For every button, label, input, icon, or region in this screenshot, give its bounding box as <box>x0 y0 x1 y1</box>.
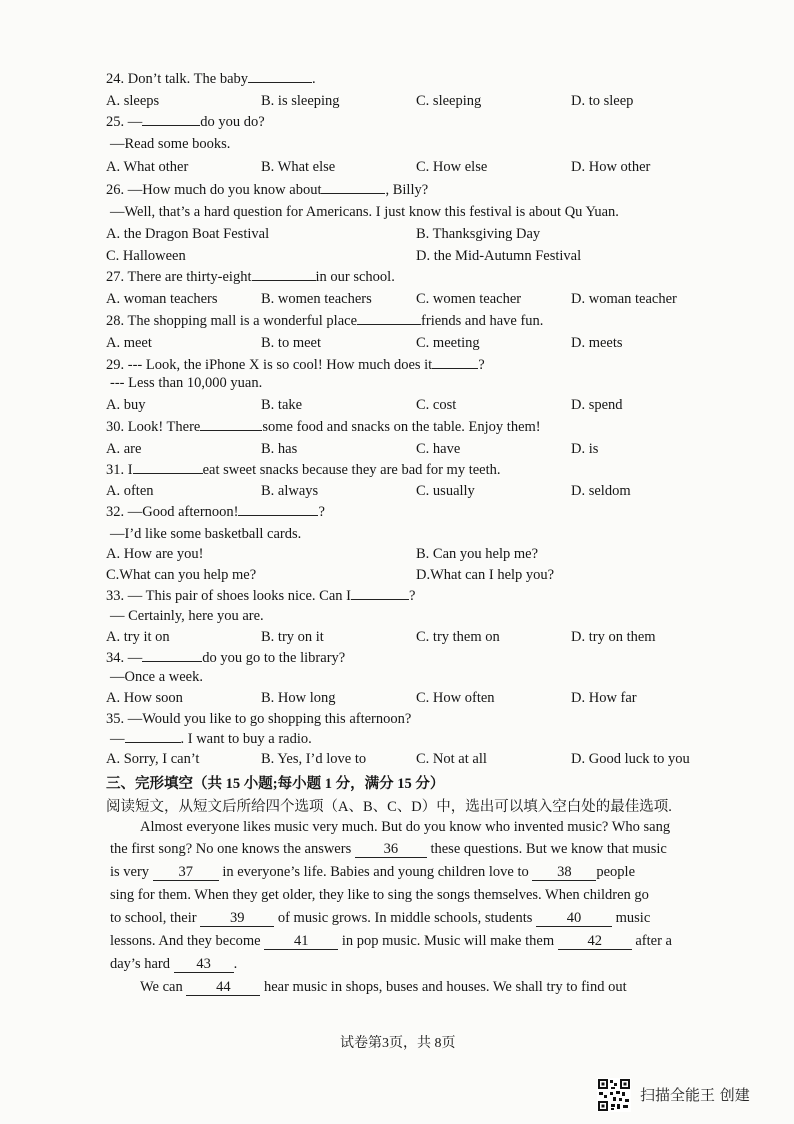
stem-text: —Would you like to go shopping this afternoon? <box>127 711 412 727</box>
stem-text: —How much do you know about <box>127 182 322 198</box>
answer-blank <box>321 181 385 194</box>
passage-text: music <box>612 910 651 926</box>
passage-text: lessons. And they become <box>110 933 265 949</box>
passage-text: hear music in shops, buses and houses. We shall try to find out <box>260 979 627 995</box>
stem-text: There are thirty-eight <box>127 269 252 285</box>
answer-reply: —Well, that’s a hard question for Americans. I just know this festival is about Qu Yuan. <box>110 204 619 220</box>
option-d[interactable]: D. try on them <box>571 629 656 645</box>
stem-text: eat sweet snacks because they are bad for my teeth. <box>202 462 501 478</box>
question-number: 32. <box>106 504 128 520</box>
option-c[interactable]: C. have <box>416 441 461 457</box>
answer-blank <box>142 649 202 662</box>
option-a[interactable]: A. How soon <box>106 690 183 706</box>
stem-text: some food and snacks on the table. Enjoy them! <box>262 419 541 435</box>
stem-text: —Good afternoon! <box>127 504 239 520</box>
question-stem <box>106 356 485 374</box>
answer-blank <box>200 418 262 431</box>
passage-line <box>110 955 237 973</box>
question-stem <box>106 503 325 521</box>
option-b[interactable]: B. take <box>261 397 303 413</box>
question-number: 29. <box>106 357 128 373</box>
reply-text: — <box>110 731 125 747</box>
passage-line <box>110 909 650 927</box>
option-d[interactable]: D. Good luck to you <box>571 751 690 767</box>
cloze-blank-37: 37 <box>153 864 219 881</box>
question-stem <box>106 587 415 605</box>
option-a[interactable]: A. What other <box>106 159 189 175</box>
passage-line <box>110 863 635 881</box>
question-stem <box>106 113 265 131</box>
question-stem <box>106 710 411 728</box>
reply-text: . I want to buy a radio. <box>180 731 312 747</box>
option-c[interactable]: C. Not at all <box>416 751 487 767</box>
option-b[interactable]: B. to meet <box>261 335 322 351</box>
section-instruction: 阅读短文，从短文后所给四个选项（A、B、C、D）中，选出可以填入空白处的最佳选项. <box>106 799 672 815</box>
option-b[interactable]: B. Thanksgiving Day <box>416 226 541 242</box>
question-stem <box>106 418 541 436</box>
stem-text: — <box>127 650 143 666</box>
cloze-blank-40: 40 <box>536 910 612 927</box>
option-c[interactable]: C. women teacher <box>416 291 522 307</box>
passage-text: the first song? No one knows the answers <box>110 841 355 857</box>
option-a[interactable]: A. How are you! <box>106 546 204 562</box>
stem-text: do you do? <box>200 114 265 130</box>
option-a[interactable]: A. try it on <box>106 629 170 645</box>
question-number: 31. <box>106 462 128 478</box>
qr-code-icon <box>597 1078 631 1112</box>
stem-text: do you go to the library? <box>202 650 346 666</box>
option-c[interactable]: C. How often <box>416 690 495 706</box>
option-a[interactable]: A. buy <box>106 397 146 413</box>
option-a[interactable]: A. sleeps <box>106 93 160 109</box>
question-stem <box>106 268 395 286</box>
passage-text: to school, their <box>110 910 201 926</box>
stem-text: . <box>312 71 316 87</box>
question-stem <box>106 461 501 479</box>
answer-blank <box>125 730 181 743</box>
passage-text: in everyone’s life. Babies and young children love to <box>218 864 533 880</box>
stem-text: — This pair of shoes looks nice. Can I <box>127 588 351 604</box>
option-d[interactable]: D. spend <box>571 397 623 413</box>
cloze-blank-42: 42 <box>558 933 632 950</box>
passage-text: We can <box>140 979 187 995</box>
option-b[interactable]: B. try on it <box>261 629 324 645</box>
option-b[interactable]: B. Can you help me? <box>416 546 539 562</box>
stem-text: friends and have fun. <box>421 313 544 329</box>
cloze-blank-41: 41 <box>264 933 338 950</box>
option-d[interactable]: D. to sleep <box>571 93 634 109</box>
option-b[interactable]: B. How long <box>261 690 336 706</box>
stem-text: I <box>127 462 133 478</box>
question-stem <box>106 649 345 667</box>
option-b[interactable]: B. Yes, I’d love to <box>261 751 367 767</box>
option-c[interactable]: C. How else <box>416 159 488 175</box>
passage-text: in pop music. Music will make them <box>338 933 558 949</box>
answer-reply: —Once a week. <box>110 669 203 685</box>
passage-text: . <box>233 956 238 972</box>
option-d[interactable]: D. woman teacher <box>571 291 677 307</box>
passage-line <box>140 978 627 996</box>
answer-reply: —I’d like some basketball cards. <box>110 526 302 542</box>
passage-text: sing for them. When they get older, they like to sing the songs themselves. When children go <box>110 887 649 903</box>
option-a[interactable]: A. meet <box>106 335 152 351</box>
cloze-blank-39: 39 <box>200 910 274 927</box>
stem-text: ? <box>409 588 416 604</box>
cloze-blank-36: 36 <box>355 841 427 858</box>
option-b[interactable]: B. has <box>261 441 298 457</box>
question-number: 30. <box>106 419 128 435</box>
page-footer: 试卷第3页，共 8页 <box>340 1036 456 1051</box>
option-b[interactable]: B. is sleeping <box>261 93 340 109</box>
option-b[interactable]: B. What else <box>261 159 336 175</box>
question-number: 33. <box>106 588 128 604</box>
answer-blank <box>432 356 478 369</box>
option-c[interactable]: C. cost <box>416 397 457 413</box>
cloze-blank-43: 43 <box>174 956 234 973</box>
question-number: 24. <box>106 71 128 87</box>
answer-blank <box>357 312 421 325</box>
stem-text: --- Look, the iPhone X is so cool! How much does it <box>127 357 433 373</box>
question-stem <box>106 312 543 330</box>
answer-blank <box>133 461 203 474</box>
answer-blank <box>142 113 200 126</box>
stem-text: — <box>127 114 143 130</box>
option-c[interactable]: C. sleeping <box>416 93 482 109</box>
passage-line <box>110 932 672 950</box>
passage-text: people <box>596 864 636 880</box>
passage-text: after a <box>631 933 672 949</box>
question-stem <box>106 70 316 88</box>
option-b[interactable]: B. always <box>261 483 319 499</box>
option-d[interactable]: D. How far <box>571 690 637 706</box>
passage-line <box>110 886 649 904</box>
option-d[interactable]: D. meets <box>571 335 623 351</box>
question-number: 26. <box>106 182 128 198</box>
passage-text: Almost everyone likes music very much. But do you know who invented music? Who sang <box>140 819 671 835</box>
answer-reply: —Read some books. <box>110 136 231 152</box>
question-number: 25. <box>106 114 128 130</box>
question-number: 34. <box>106 650 128 666</box>
option-d[interactable]: D. How other <box>571 159 651 175</box>
passage-line <box>140 818 670 836</box>
passage-text: these questions. But we know that music <box>426 841 667 857</box>
option-a[interactable]: A. the Dragon Boat Festival <box>106 226 270 242</box>
option-a[interactable]: A. are <box>106 441 142 457</box>
question-number: 35. <box>106 711 128 727</box>
question-number: 28. <box>106 313 128 329</box>
stem-text: ? <box>478 357 485 373</box>
passage-text: day’s hard <box>110 956 174 972</box>
stem-text: , Billy? <box>385 182 429 198</box>
option-c[interactable]: C. try them on <box>416 629 500 645</box>
answer-blank <box>252 268 316 281</box>
option-d[interactable]: D. is <box>571 441 599 457</box>
option-d[interactable]: D. seldom <box>571 483 631 499</box>
passage-text: is very <box>110 864 153 880</box>
option-a[interactable]: A. woman teachers <box>106 291 218 307</box>
answer-blank <box>238 503 318 516</box>
answer-reply <box>110 730 312 748</box>
option-a[interactable]: A. Sorry, I can’t <box>106 751 200 767</box>
stem-text: ? <box>318 504 325 520</box>
option-a[interactable]: A. often <box>106 483 154 499</box>
answer-reply: — Certainly, here you are. <box>110 608 264 624</box>
option-c[interactable]: C.What can you help me? <box>106 567 257 583</box>
stem-text: in our school. <box>315 269 395 285</box>
option-c[interactable]: C. Halloween <box>106 248 186 264</box>
passage-text: of music grows. In middle schools, students <box>274 910 537 926</box>
option-c[interactable]: C. usually <box>416 483 475 499</box>
section-heading: 三、完形填空（共 15 小题;每小题 1 分，满分 15 分） <box>106 776 445 792</box>
stem-text: Don’t talk. The baby <box>127 71 249 87</box>
stem-text: Look! There <box>127 419 201 435</box>
stem-text: The shopping mall is a wonderful place <box>127 313 358 329</box>
question-stem <box>106 181 428 199</box>
option-d[interactable]: D. the Mid-Autumn Festival <box>416 248 582 264</box>
scanner-watermark: 扫描全能王 创建 <box>640 1086 750 1104</box>
answer-reply: --- Less than 10,000 yuan. <box>110 375 263 391</box>
option-c[interactable]: C. meeting <box>416 335 480 351</box>
option-d[interactable]: D.What can I help you? <box>416 567 555 583</box>
cloze-blank-44: 44 <box>186 979 260 996</box>
option-b[interactable]: B. women teachers <box>261 291 372 307</box>
cloze-blank-38: 38 <box>532 864 596 881</box>
answer-blank <box>351 587 409 600</box>
answer-blank <box>248 70 312 83</box>
passage-line <box>110 840 667 858</box>
question-number: 27. <box>106 269 128 285</box>
